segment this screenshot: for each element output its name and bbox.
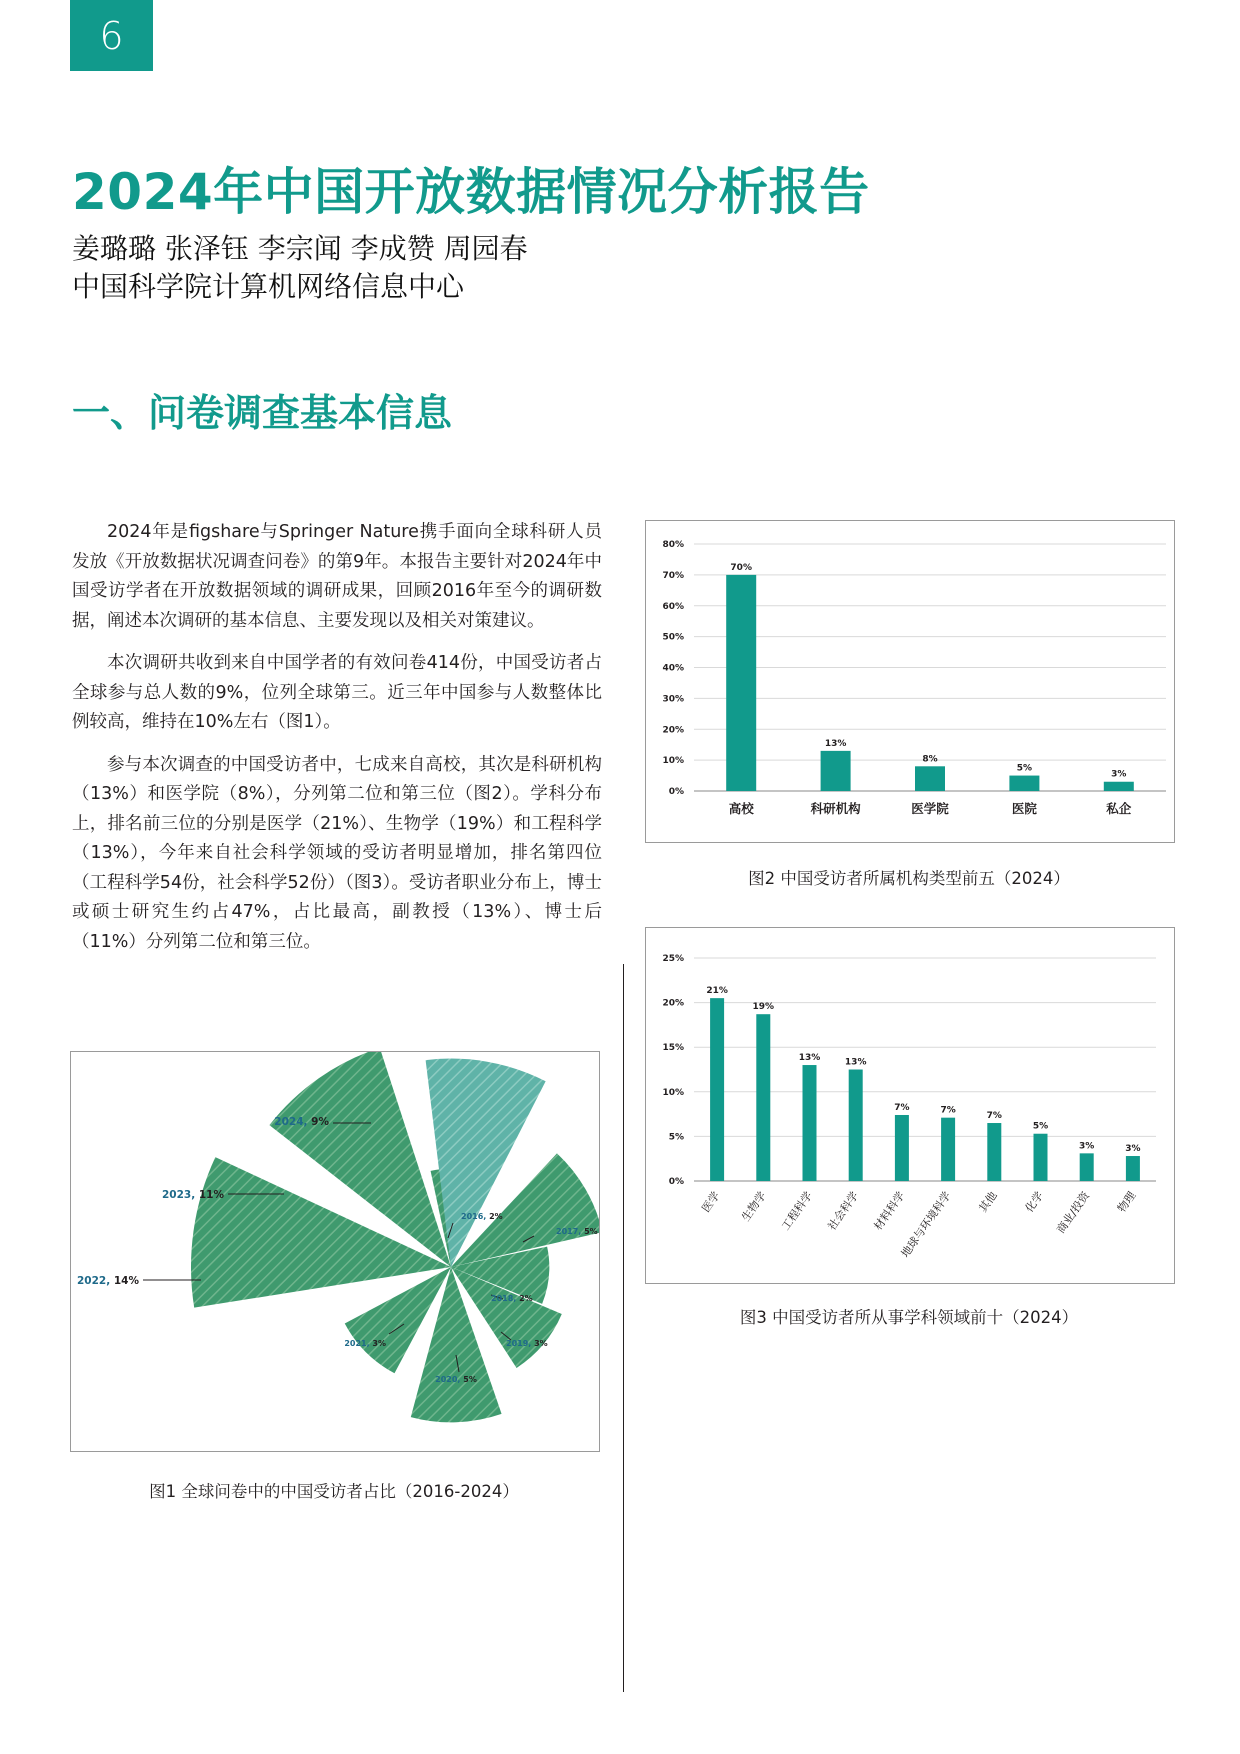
y-tick-label: 0% [668,787,684,797]
data-label: 19% [752,1002,775,1013]
y-tick-label: 30% [662,694,684,705]
data-label: 3% [1125,1144,1141,1155]
paragraph: 2024年是figshare与Springer Nature携手面向全球科研人员发放《开放数据状况调查问卷》的第9年。本报告主要针对2024年中国受访学者在开放数据领域的调研成果，回顾2016年至今的调研数据，阐述本次调研的基本信息、主要发现以及相关对策建议。 [72,522,602,631]
y-tick-label: 50% [662,632,684,643]
x-tick-label: 其他 [976,1189,1000,1215]
figure-1-frame [70,1051,600,1452]
rose-label: 2017, 5% [556,1227,598,1236]
data-label: 5% [1016,763,1033,774]
data-label: 13% [824,738,847,749]
x-tick-label: 地球与环境科学 [898,1189,954,1260]
bar-10 [1126,1156,1140,1181]
bar-5 [1104,782,1134,791]
body-text [72,518,602,970]
y-tick-label: 15% [662,1043,684,1054]
figure-2-caption: 图2 中国受访者所属机构类型前五（2024） [748,869,1070,888]
y-tick-label: 20% [662,998,684,1009]
rose-label: 2018, 2% [491,1294,533,1303]
data-label: 7% [986,1111,1002,1122]
y-tick-label: 0% [668,1177,684,1187]
figure-3-frame [645,927,1175,1284]
report-title: 2024年中国开放数据情况分析报告 [72,163,870,221]
rose-label: 2016, 2% [461,1212,503,1221]
figure-1-caption: 图1 全球问卷中的中国受访者占比（2016-2024） [149,1482,519,1501]
bar-1 [726,575,756,791]
author-block [72,230,528,306]
paragraph: 参与本次调查的中国受访者中，七成来自高校，其次是科研机构（13%）和医学院（8%），分列第二位和第三位（图2）。学科分布上，排名前三位的分别是医学（21%）、生物学（19%）和工程科学（13%），今年来自社会科学领域的受访者明显增加，排名第四位（工程科学54份，社会科学52份）（图3）。受访者职业分布上，博士或硕士研究生约占47%，占比最高，副教授（13%）、博士后（11%）分列第二位和第三位。 [72,754,602,952]
rose-label: 2019, 3% [506,1339,548,1348]
x-tick-label: 私企 [1106,801,1132,816]
data-label: 7% [894,1102,910,1113]
x-tick-label: 化学 [1022,1189,1046,1215]
rose-label: 2024, 9% [274,1116,329,1128]
y-tick-label: 20% [662,725,684,736]
section-heading: 一、问卷调查基本信息 [72,391,453,435]
y-tick-label: 10% [662,756,684,767]
bar-2 [821,751,851,791]
page-number: 6 [99,13,124,58]
x-tick-label: 生物学 [739,1189,769,1224]
y-tick-label: 60% [662,601,684,612]
bar-3 [803,1065,817,1181]
data-label: 3% [1111,769,1127,780]
author-list: 姜璐璐 张泽钰 李宗闻 李成赞 周园春 [72,232,528,265]
data-label: 8% [922,754,938,765]
x-tick-label: 物理 [1115,1189,1139,1215]
bar-7 [987,1123,1001,1181]
rose-label: 2022, 14% [76,1275,139,1287]
figure-3-chart [646,928,1174,1283]
data-label: 13% [798,1053,821,1064]
figure-1-chart [71,1052,599,1451]
data-label: 5% [1032,1121,1049,1132]
data-label: 70% [730,562,752,573]
x-tick-label: 工程科学 [779,1189,815,1233]
bar-3 [915,766,945,791]
column-divider [623,964,624,1692]
bar-1 [710,998,724,1181]
rose-label: 2023, 11% [161,1189,224,1201]
rose-label: 2021, 3% [344,1339,386,1348]
page-number-tab [70,0,153,71]
x-tick-label: 高校 [728,801,754,816]
x-tick-label: 科研机构 [810,801,861,816]
x-tick-label: 商业/投资 [1054,1189,1093,1236]
x-tick-label: 社会科学 [825,1189,862,1233]
y-tick-label: 40% [662,663,684,674]
x-tick-label: 材料科学 [871,1189,908,1233]
data-label: 21% [706,986,728,997]
y-tick-label: 5% [668,1132,684,1143]
figure-3-caption: 图3 中国受访者所从事学科领域前十（2024） [739,1308,1079,1327]
x-tick-label: 医学院 [911,801,949,816]
figure-2-frame [645,520,1175,843]
y-tick-label: 80% [662,540,684,550]
rose-label: 2020, 5% [435,1375,477,1384]
y-tick-label: 70% [662,570,684,581]
data-label: 13% [844,1057,867,1068]
x-tick-label: 医院 [1011,801,1037,816]
y-tick-label: 10% [662,1087,684,1098]
bar-2 [756,1014,770,1181]
bar-5 [895,1115,909,1181]
bar-8 [1034,1134,1048,1181]
data-label: 3% [1079,1141,1095,1152]
bar-9 [1080,1153,1094,1181]
data-label: 7% [940,1105,956,1116]
affiliation: 中国科学院计算机网络信息中心 [72,270,465,303]
bar-6 [941,1118,955,1181]
bar-4 [1009,776,1039,791]
x-tick-label: 医学 [699,1189,723,1215]
y-tick-label: 25% [662,954,684,964]
paragraph: 本次调研共收到来自中国学者的有效问卷414份，中国受访者占全球参与总人数的9%，位列全球第三。近三年中国参与人数整体比例较高，维持在10%左右（图1）。 [72,653,602,732]
figure-2-chart [646,521,1174,842]
bar-4 [849,1070,863,1182]
